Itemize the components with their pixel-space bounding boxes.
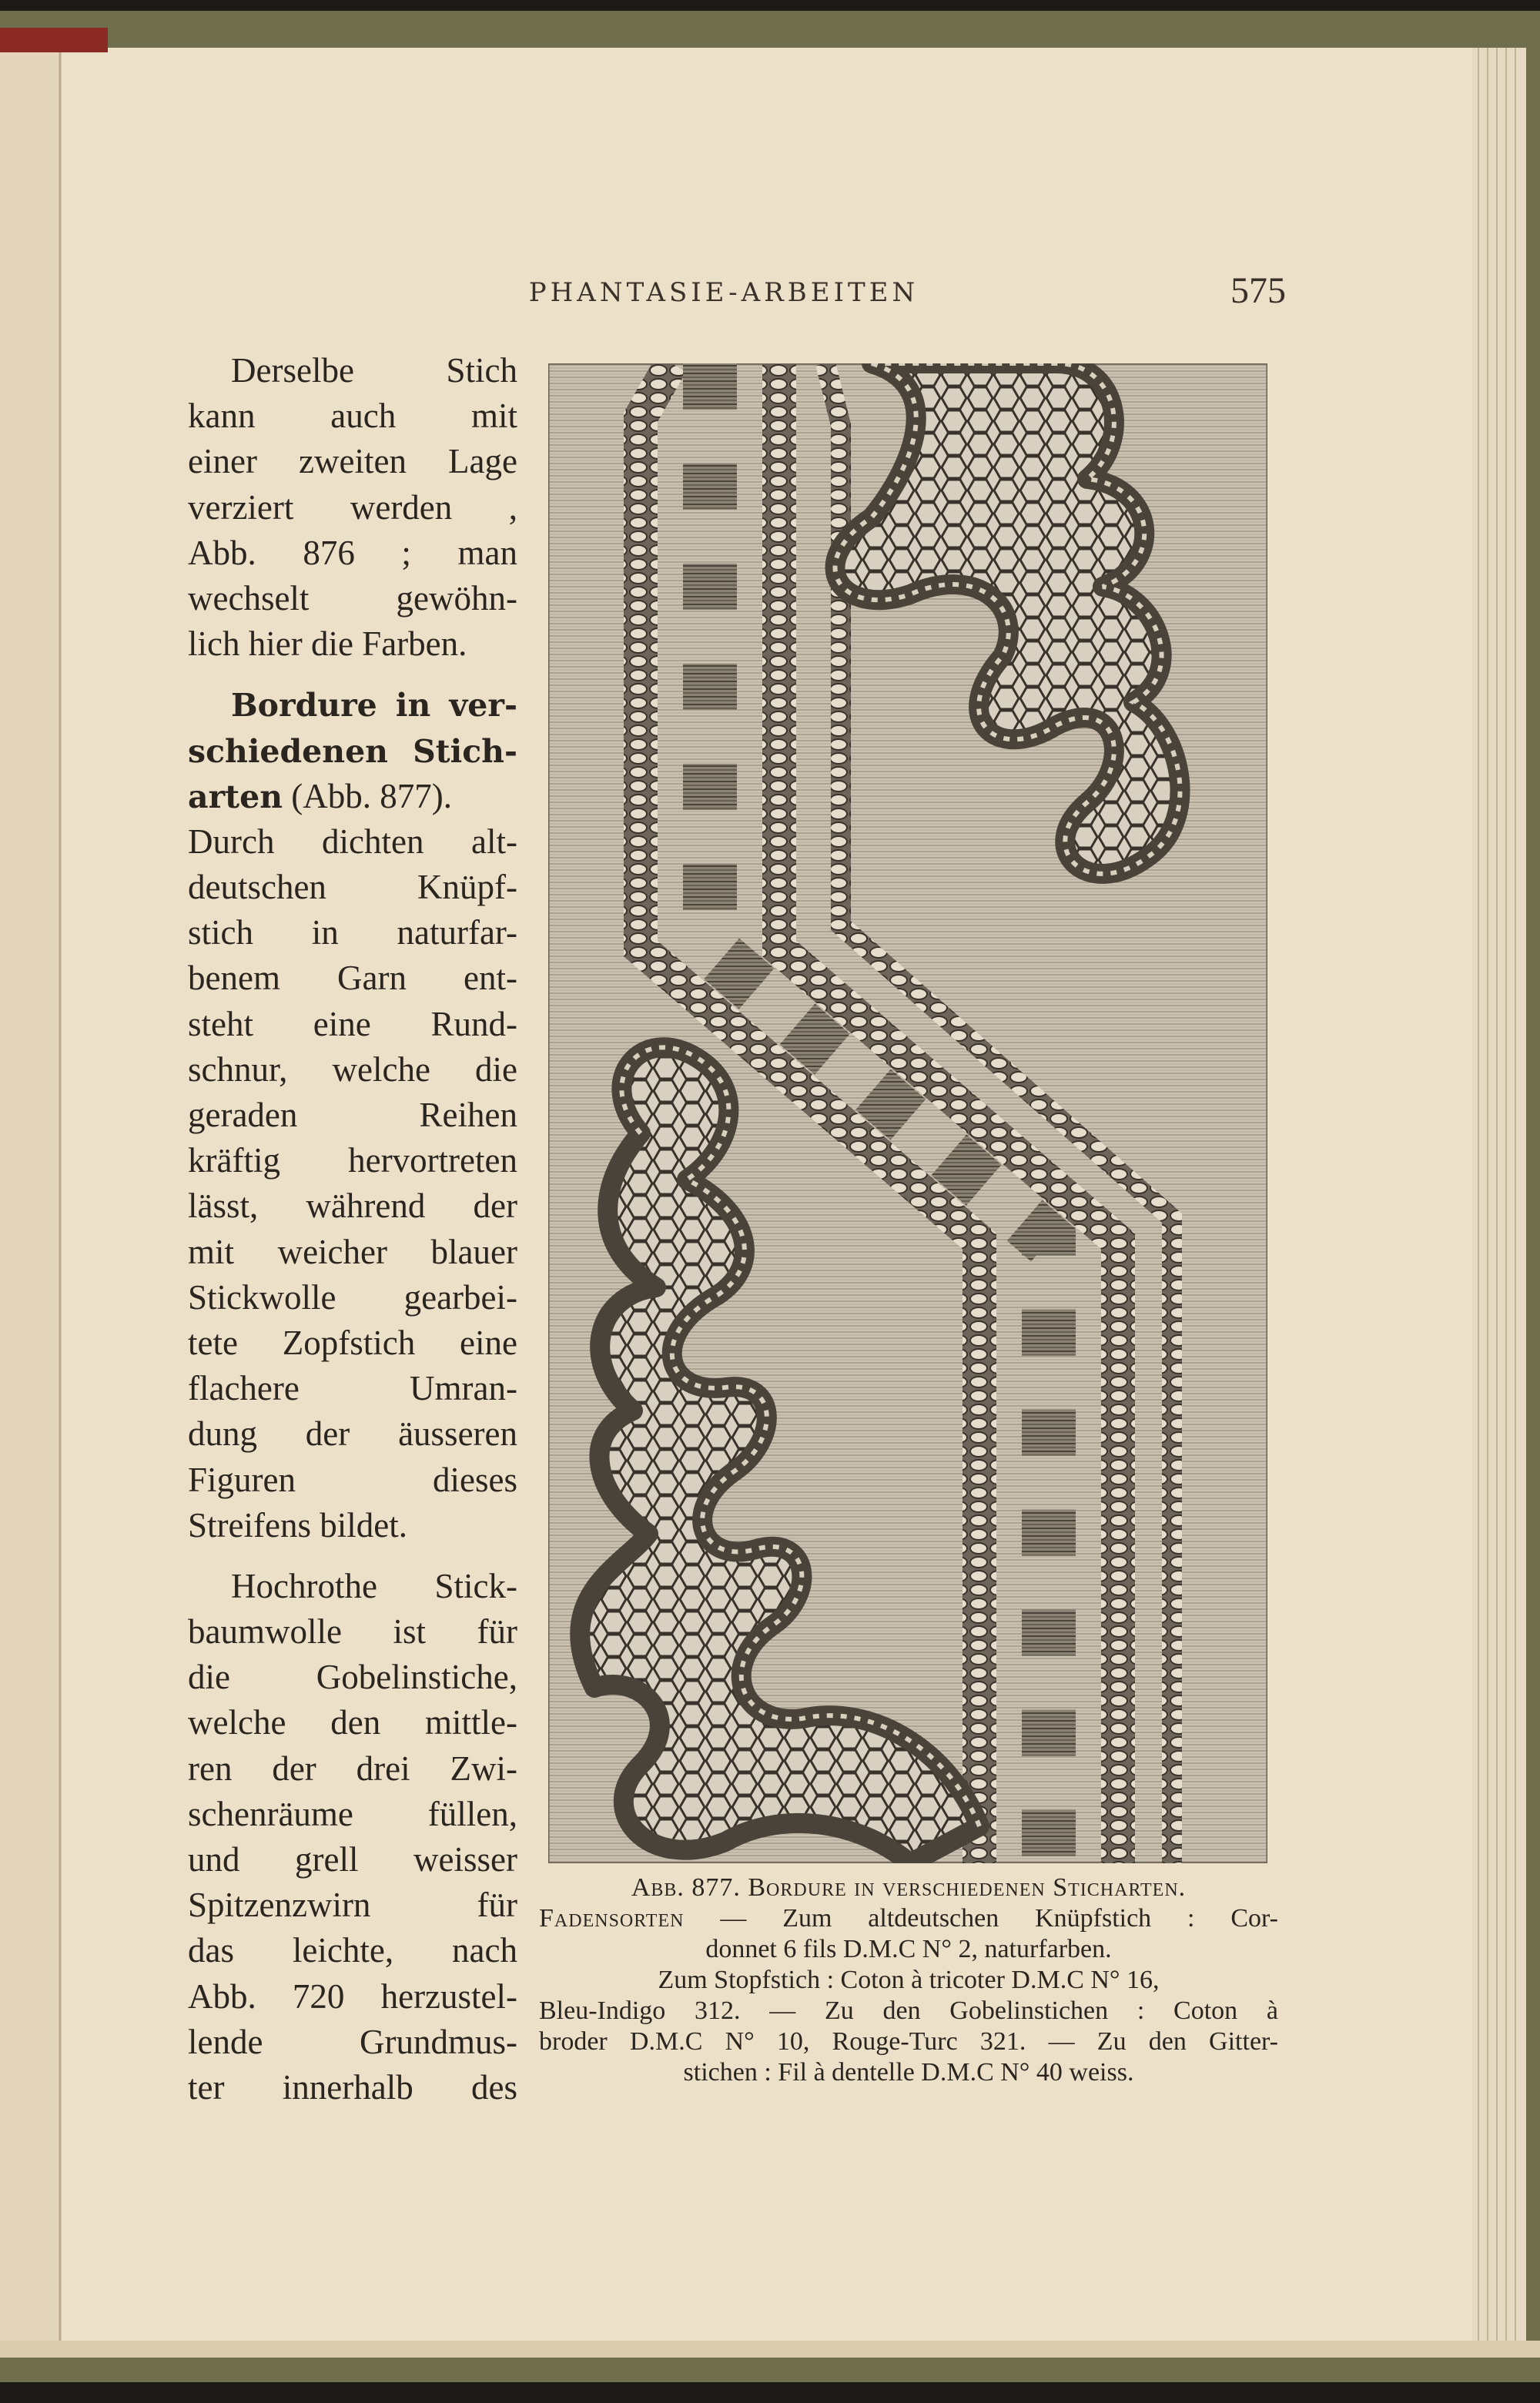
text-line: wechselt gewöhn-: [188, 578, 517, 617]
text-line: flachere Umran-: [188, 1369, 517, 1408]
left-page-edge: [0, 48, 60, 2358]
text-line: welche den mittle-: [188, 1703, 517, 1742]
caption-line: Zum Stopfstich : Coton à tricoter D.M.C N° 16,: [658, 1966, 1160, 1994]
caption-line: stichen : Fil à dentelle D.M.C N° 40 weiss.: [683, 2058, 1134, 2087]
caption-label: Fadensorten: [539, 1904, 685, 1933]
text-line: das leichte, nach: [188, 1931, 517, 1970]
text-line: dung der äusseren: [188, 1414, 517, 1454]
text-line: und grell weisser: [188, 1840, 517, 1879]
section-heading: Bordure in ver-: [231, 687, 517, 725]
text-line: baumwolle ist für: [188, 1612, 517, 1652]
text-line: Stickwolle gearbei-: [188, 1277, 517, 1317]
text-line: steht eine Rund-: [188, 1004, 517, 1043]
page-stack-edge: [1472, 48, 1526, 2358]
text-line: die Gobelinstiche,: [188, 1658, 517, 1697]
text-line: stich in naturfar-: [188, 913, 517, 952]
section-heading: schiedenen Stich-: [188, 732, 517, 770]
section-heading: arten: [188, 778, 283, 815]
text-line: lässt, während der: [188, 1186, 517, 1226]
caption-line: donnet 6 fils D.M.C N° 2, naturfarben.: [705, 1935, 1112, 1963]
caption-line: Bleu-Indigo 312. — Zu den Gobelinstichen : Coton à: [539, 1996, 1278, 2025]
text-line: einer zweiten Lage: [188, 442, 517, 481]
text-line: Spitzenzwirn für: [188, 1886, 517, 1925]
text-line: Hochrothe Stick-: [231, 1566, 517, 1605]
caption-text: — Zum altdeutschen Knüpfstich : Cor-: [720, 1904, 1279, 1933]
text-line: lende Grundmus-: [188, 2022, 517, 2061]
text-line: Durch dichten alt-: [188, 822, 517, 861]
text-line: mit weicher blauer: [188, 1232, 517, 1271]
text-line: tete Zopfstich eine: [188, 1323, 517, 1362]
text-line-heading: [188, 774, 517, 819]
caption-title: Abb. 877. Bordure in verschiedenen Sticharten.: [631, 1873, 1187, 1902]
text-line: benem Garn ent-: [188, 959, 517, 998]
text-line: Streifens bildet.: [188, 1505, 407, 1545]
text-line: ter innerhalb des: [188, 2067, 517, 2107]
figure-reference: (Abb. 877).: [291, 776, 452, 815]
figure-caption: [539, 1873, 1278, 2088]
text-line: ren der drei Zwi-: [188, 1749, 517, 1788]
text-line-heading: [188, 682, 517, 728]
text-line: kann auch mit: [188, 397, 517, 436]
engraving-figure: [548, 363, 1267, 1863]
text-line: kräftig hervortreten: [188, 1141, 517, 1180]
caption-line: broder D.M.C N° 10, Rouge-Turc 321. — Zu den Gitter-: [539, 2027, 1278, 2056]
ribbon-fragment: [0, 28, 108, 52]
text-line-heading: [188, 728, 517, 774]
text-line: deutschen Knüpf-: [188, 868, 517, 907]
text-line: Abb. 876 ; man: [188, 533, 517, 572]
text-line: lich hier die Farben.: [188, 624, 467, 664]
text-line: schenräume füllen,: [188, 1794, 517, 1833]
text-line: verziert werden ,: [188, 487, 517, 527]
page-number: 575: [1230, 270, 1286, 311]
caption-line: [539, 1903, 1278, 1934]
text-line: schnur, welche die: [188, 1049, 517, 1089]
text-line: Figuren dieses: [188, 1460, 517, 1499]
body-text-column: [188, 348, 517, 2110]
running-head: PHANTASIE-ARBEITEN: [528, 277, 919, 308]
text-line: Abb. 720 herzustel-: [188, 1976, 517, 2016]
text-line: geraden Reihen: [188, 1096, 517, 1134]
text-line: Derselbe Stich: [231, 351, 517, 390]
